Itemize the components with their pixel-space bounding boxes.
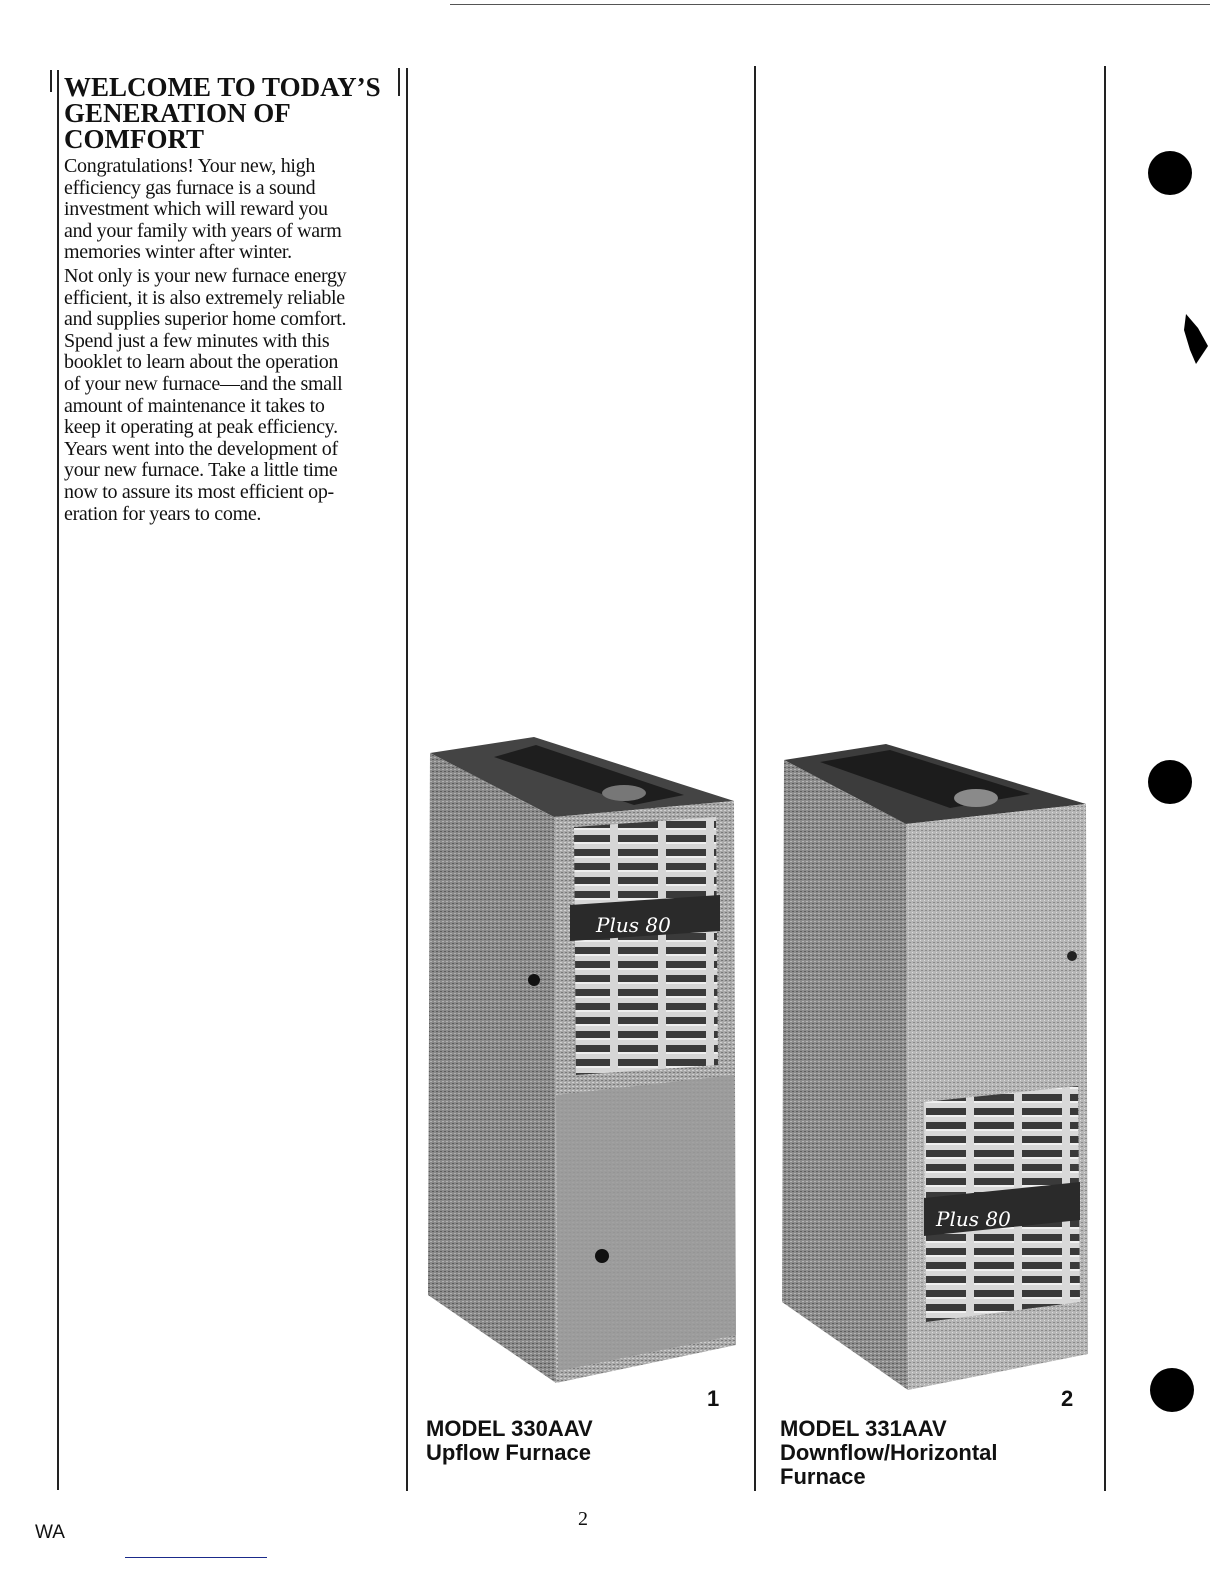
model-name: MODEL 330AAV	[426, 1416, 593, 1441]
binder-hole-top	[1148, 151, 1192, 195]
text-line: and supplies superior home comfort.	[64, 308, 347, 331]
heading-line: GENERATION OF	[64, 98, 291, 128]
text-line: Years went into the development of	[64, 437, 338, 460]
edge-mark	[1182, 310, 1212, 366]
text-line: memories winter after winter.	[64, 241, 292, 264]
model-name: MODEL 331AAV	[780, 1416, 947, 1441]
heading-line: COMFORT	[64, 124, 205, 154]
plus-80-badge: Plus 80	[596, 913, 671, 937]
binder-hole-middle	[1148, 760, 1192, 804]
text-line: keep it operating at peak efficiency.	[64, 416, 338, 439]
footer-rule	[125, 1557, 267, 1558]
model-description: Downflow/Horizontal	[780, 1440, 998, 1465]
figure-number-2: 2	[1061, 1386, 1074, 1411]
figure-caption-2	[780, 1417, 998, 1489]
column-divider-3	[1104, 66, 1106, 1491]
text-line: Not only is your new furnace energy	[64, 264, 347, 287]
page-number: 2	[578, 1508, 588, 1530]
intro-section	[64, 74, 389, 527]
column-divider-1	[398, 68, 400, 96]
column-divider-1-main	[406, 68, 408, 1491]
column-divider-left	[57, 70, 59, 1490]
figure-number-1: 1	[707, 1386, 720, 1411]
plus-80-badge: Plus 80	[936, 1207, 1011, 1231]
text-line: investment which will reward you	[64, 198, 328, 221]
text-line: efficiency gas furnace is a sound	[64, 176, 316, 199]
text-line: Spend just a few minutes with this	[64, 329, 330, 352]
intro-paragraph-1	[64, 156, 389, 264]
text-line: amount of maintenance it takes to	[64, 394, 325, 417]
upflow-furnace-photo	[424, 735, 740, 1385]
downflow-furnace-photo	[780, 742, 1090, 1392]
intro-heading	[64, 74, 389, 152]
text-line: booklet to learn about the operation	[64, 351, 339, 374]
text-line: of your new furnace—and the small	[64, 372, 343, 395]
model-description: Furnace	[780, 1464, 866, 1489]
model-description: Upflow Furnace	[426, 1440, 592, 1465]
binder-hole-bottom	[1150, 1368, 1194, 1412]
column-divider-left-outer	[50, 70, 52, 92]
text-line: eration for years to come.	[64, 502, 262, 525]
top-rule	[450, 4, 1210, 5]
column-divider-2	[754, 66, 756, 1491]
footer-code: WA	[35, 1522, 65, 1543]
intro-paragraph-2	[64, 266, 389, 525]
text-line: and your family with years of warm	[64, 219, 342, 242]
text-line: efficient, it is also extremely reliable	[64, 286, 345, 309]
text-line: your new furnace. Take a little time	[64, 459, 338, 482]
heading-line: WELCOME TO TODAY’S	[64, 72, 381, 102]
text-line: now to assure its most efficient op-	[64, 480, 334, 503]
text-line: Congratulations! Your new, high	[64, 155, 316, 177]
figure-caption-1	[426, 1417, 593, 1465]
